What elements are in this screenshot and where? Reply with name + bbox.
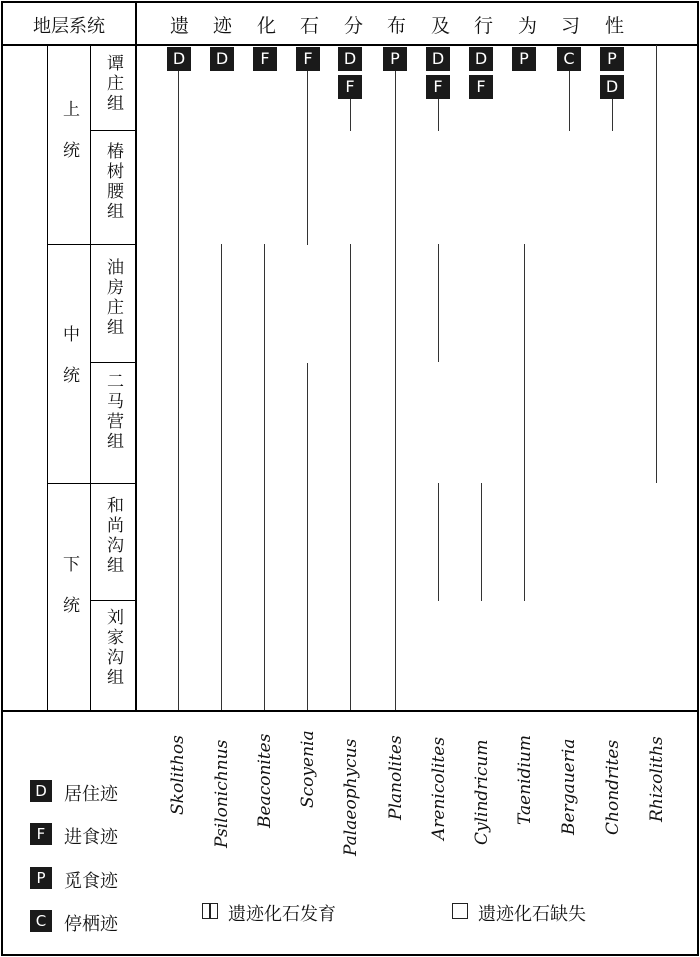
legend-label-resting: 停栖迹 — [64, 914, 118, 935]
formation-label: 二马营组 — [103, 372, 123, 452]
range-line-palaeophycus — [350, 244, 351, 710]
legend-label-dwelling: 居住迹 — [64, 784, 118, 805]
legend-label-feeding: 进食迹 — [64, 827, 118, 848]
badge-planolites-1: P — [383, 47, 407, 71]
formation-label: 谭庄组 — [103, 54, 123, 114]
formation-separator — [90, 130, 136, 131]
legend-absent-label: 遗迹化石缺失 — [478, 904, 586, 925]
legend-present-icon — [202, 903, 218, 919]
taxon-name: Planolites — [386, 735, 406, 820]
formation-label: 和尚沟组 — [103, 496, 123, 576]
range-line-arenicolites — [438, 483, 439, 601]
formation-separator — [90, 362, 136, 363]
legend-badge-d: D — [30, 780, 52, 802]
badge-taenidium-1: P — [512, 47, 536, 71]
series-upper-label: 上统 — [59, 100, 79, 182]
series-lower-label: 下统 — [59, 555, 79, 637]
badge-palaeophycus-2: F — [338, 75, 362, 99]
range-line-scoyenia — [307, 71, 308, 245]
range-line-rhizoliths — [656, 45, 657, 483]
table-top-border — [1, 1, 699, 3]
taxon-name: Cylindricum — [472, 739, 492, 845]
legend-present-label: 遗迹化石发育 — [228, 904, 336, 925]
range-line-chondrites — [612, 99, 613, 131]
badge-arenicolites-2: F — [426, 75, 450, 99]
system-label — [14, 240, 36, 291]
range-line-bergaueria — [569, 71, 570, 131]
taxon-name: Rhizoliths — [647, 736, 667, 822]
taxon-name: Taenidium — [515, 735, 535, 825]
taxon-name: Beaconites — [255, 733, 275, 828]
taxon-name: Scoyenia — [298, 730, 318, 808]
formation-label: 油房庄组 — [103, 258, 123, 338]
legend-badge-f: F — [30, 823, 52, 845]
badge-chondrites-2: D — [600, 75, 624, 99]
table-right-border — [697, 1, 699, 956]
range-line-arenicolites — [438, 99, 439, 131]
legend-label-grazing: 觅食迹 — [64, 871, 118, 892]
system-column-divider — [47, 44, 48, 711]
range-line-scoyenia — [307, 363, 308, 710]
range-line-cylindricum — [481, 483, 482, 601]
taxon-name: Palaeophycus — [341, 738, 361, 856]
legend-divider — [1, 710, 699, 712]
series-column-divider — [90, 44, 91, 711]
range-line-psilonichnus — [221, 244, 222, 710]
badge-arenicolites-1: D — [426, 47, 450, 71]
series-separator — [47, 244, 136, 245]
range-line-arenicolites — [438, 244, 439, 362]
formation-separator — [90, 600, 136, 601]
legend-badge-c: C — [30, 910, 52, 932]
badge-cylindricum-2: F — [469, 75, 493, 99]
table-bottom-border — [1, 954, 699, 956]
range-line-palaeophycus — [350, 99, 351, 131]
badge-skolithos-1: D — [167, 47, 191, 71]
taxon-name: Arenicolites — [429, 736, 449, 840]
taxon-name: Skolithos — [168, 735, 188, 815]
header-divider — [1, 44, 699, 46]
range-line-taenidium — [524, 244, 525, 601]
formation-label: 椿树腰组 — [103, 142, 123, 222]
badge-bergaueria-1: C — [557, 47, 581, 71]
badge-cylindricum-1: D — [469, 47, 493, 71]
taxon-name: Bergaueria — [559, 738, 579, 835]
range-line-skolithos — [178, 71, 179, 710]
badge-beaconites-1: F — [253, 47, 277, 71]
badge-chondrites-1: P — [600, 47, 624, 71]
legend-absent-icon — [452, 903, 468, 919]
range-line-planolites — [395, 71, 396, 710]
series-middle-label: 中统 — [59, 325, 79, 407]
strata-column-divider — [135, 1, 137, 711]
badge-psilonichnus-1: D — [210, 47, 234, 71]
table-left-border — [1, 1, 3, 956]
taxon-name: Chondrites — [603, 739, 623, 835]
taxon-name: Psilonichnus — [212, 739, 232, 848]
badge-palaeophycus-1: D — [338, 47, 362, 71]
strata-system-title: 地层系统 — [33, 16, 105, 37]
formation-label: 刘家沟组 — [103, 608, 123, 688]
legend-badge-p: P — [30, 867, 52, 889]
badge-scoyenia-1: F — [296, 47, 320, 71]
series-separator — [47, 483, 136, 484]
range-line-beaconites — [264, 244, 265, 710]
